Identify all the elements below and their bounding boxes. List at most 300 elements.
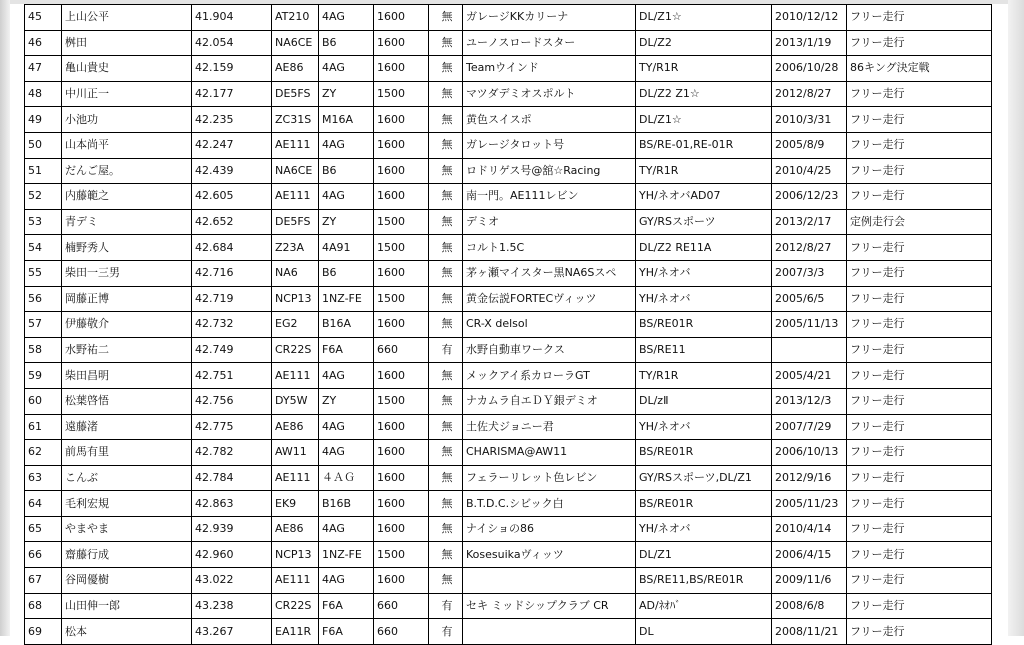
supercharger-cell: 無	[429, 30, 463, 56]
car-model-cell: CR22S	[272, 593, 319, 619]
lap-time-cell: 42.605	[192, 184, 272, 210]
date-cell: 2013/1/19	[772, 30, 847, 56]
displacement-cell: 1600	[374, 132, 429, 158]
date-cell: 2005/8/9	[772, 132, 847, 158]
engine-cell: M16A	[319, 107, 374, 133]
displacement-cell: 660	[374, 337, 429, 363]
session-cell: フリー走行	[847, 363, 992, 389]
lap-time-cell: 42.177	[192, 81, 272, 107]
rank-cell: 66	[25, 542, 62, 568]
lap-time-cell: 43.267	[192, 619, 272, 645]
date-cell: 2010/3/31	[772, 107, 847, 133]
lap-time-cell: 42.247	[192, 132, 272, 158]
session-cell: フリー走行	[847, 619, 992, 645]
engine-cell: 4AG	[319, 132, 374, 158]
car-model-cell: NCP13	[272, 286, 319, 312]
tire-cell: YH/ネオバAD07	[636, 184, 772, 210]
driver-name-cell: 松本	[62, 619, 192, 645]
lap-time-cell: 42.751	[192, 363, 272, 389]
session-cell: フリー走行	[847, 260, 992, 286]
table-row	[25, 491, 992, 517]
session-cell: フリー走行	[847, 5, 992, 31]
car-team-cell: B.T.D.C.シビック白	[463, 491, 636, 517]
rank-cell: 64	[25, 491, 62, 517]
car-model-cell: ZC31S	[272, 107, 319, 133]
displacement-cell: 660	[374, 593, 429, 619]
date-cell: 2009/11/6	[772, 568, 847, 594]
supercharger-cell: 無	[429, 81, 463, 107]
engine-cell: 4AG	[319, 363, 374, 389]
car-model-cell: NA6CE	[272, 158, 319, 184]
supercharger-cell: 無	[429, 542, 463, 568]
car-team-cell: 水野自動車ワークス	[463, 337, 636, 363]
driver-name-cell: 亀山貴史	[62, 56, 192, 82]
car-team-cell: ガレージKKカリーナ	[463, 5, 636, 31]
lap-time-cell: 42.960	[192, 542, 272, 568]
tire-cell: AD/ﾈｵﾊﾞ	[636, 593, 772, 619]
displacement-cell: 1600	[374, 516, 429, 542]
tire-cell: YH/ネオバ	[636, 516, 772, 542]
engine-cell: F6A	[319, 593, 374, 619]
driver-name-cell: やまやま	[62, 516, 192, 542]
rank-cell: 59	[25, 363, 62, 389]
page-right-shadow	[1008, 0, 1024, 636]
driver-name-cell: 柴田昌明	[62, 363, 192, 389]
date-cell: 2012/8/27	[772, 235, 847, 261]
supercharger-cell: 無	[429, 440, 463, 466]
engine-cell: 4A91	[319, 235, 374, 261]
car-model-cell: AE86	[272, 56, 319, 82]
date-cell: 2006/10/13	[772, 440, 847, 466]
car-team-cell: マツダデミオスポルト	[463, 81, 636, 107]
engine-cell: 4AG	[319, 56, 374, 82]
supercharger-cell: 有	[429, 593, 463, 619]
table-row	[25, 516, 992, 542]
session-cell: フリー走行	[847, 440, 992, 466]
tire-cell: BS/RE-01,RE-01R	[636, 132, 772, 158]
date-cell: 2006/10/28	[772, 56, 847, 82]
rank-cell: 60	[25, 388, 62, 414]
date-cell: 2005/11/23	[772, 491, 847, 517]
date-cell: 2010/12/12	[772, 5, 847, 31]
table-row	[25, 312, 992, 338]
car-model-cell: AE86	[272, 414, 319, 440]
lap-time-ranking-table	[24, 4, 992, 645]
supercharger-cell: 有	[429, 619, 463, 645]
session-cell: フリー走行	[847, 158, 992, 184]
driver-name-cell: 山本尚平	[62, 132, 192, 158]
rank-cell: 61	[25, 414, 62, 440]
supercharger-cell: 無	[429, 158, 463, 184]
supercharger-cell: 無	[429, 414, 463, 440]
driver-name-cell: 松葉啓悟	[62, 388, 192, 414]
table-row	[25, 184, 992, 210]
tire-cell: DL	[636, 619, 772, 645]
session-cell: フリー走行	[847, 30, 992, 56]
rank-cell: 53	[25, 209, 62, 235]
session-cell: フリー走行	[847, 516, 992, 542]
car-team-cell: ロドリゲス号@舘☆Racing	[463, 158, 636, 184]
table-row	[25, 209, 992, 235]
supercharger-cell: 無	[429, 363, 463, 389]
session-cell: フリー走行	[847, 81, 992, 107]
session-cell: フリー走行	[847, 491, 992, 517]
supercharger-cell: 無	[429, 209, 463, 235]
supercharger-cell: 無	[429, 107, 463, 133]
engine-cell: ZY	[319, 81, 374, 107]
displacement-cell: 1600	[374, 363, 429, 389]
lap-time-cell: 42.863	[192, 491, 272, 517]
lap-time-cell: 42.716	[192, 260, 272, 286]
driver-name-cell: 山田伸一郎	[62, 593, 192, 619]
lap-time-cell: 42.439	[192, 158, 272, 184]
tire-cell: BS/RE01R	[636, 491, 772, 517]
lap-time-cell: 42.719	[192, 286, 272, 312]
car-model-cell: EA11R	[272, 619, 319, 645]
tire-cell: BS/RE11	[636, 337, 772, 363]
session-cell: フリー走行	[847, 107, 992, 133]
table-row	[25, 132, 992, 158]
displacement-cell: 1500	[374, 542, 429, 568]
car-team-cell: セキ ミッドシップクラブ CR	[463, 593, 636, 619]
engine-cell: ４ＡＧ	[319, 465, 374, 491]
table-row	[25, 414, 992, 440]
rank-cell: 67	[25, 568, 62, 594]
lap-time-cell: 42.159	[192, 56, 272, 82]
supercharger-cell: 無	[429, 184, 463, 210]
driver-name-cell: 中川正一	[62, 81, 192, 107]
car-model-cell: AE111	[272, 132, 319, 158]
table-row	[25, 388, 992, 414]
supercharger-cell: 無	[429, 260, 463, 286]
car-model-cell: EK9	[272, 491, 319, 517]
tire-cell: BS/RE11,BS/RE01R	[636, 568, 772, 594]
engine-cell: 1NZ-FE	[319, 286, 374, 312]
rank-cell: 48	[25, 81, 62, 107]
car-team-cell: CHARISMA@AW11	[463, 440, 636, 466]
session-cell: フリー走行	[847, 465, 992, 491]
engine-cell: ZY	[319, 209, 374, 235]
engine-cell: 1NZ-FE	[319, 542, 374, 568]
date-cell: 2008/6/8	[772, 593, 847, 619]
tire-cell: BS/RE01R	[636, 312, 772, 338]
driver-name-cell: だんご屋。	[62, 158, 192, 184]
supercharger-cell: 無	[429, 235, 463, 261]
date-cell: 2005/4/21	[772, 363, 847, 389]
date-cell: 2013/2/17	[772, 209, 847, 235]
engine-cell: 4AG	[319, 568, 374, 594]
displacement-cell: 1600	[374, 107, 429, 133]
supercharger-cell: 無	[429, 132, 463, 158]
table-row	[25, 465, 992, 491]
car-team-cell: 南一門。AE111レビン	[463, 184, 636, 210]
lap-time-cell: 42.684	[192, 235, 272, 261]
driver-name-cell: こんぶ	[62, 465, 192, 491]
tire-cell: DL/zⅡ	[636, 388, 772, 414]
tire-cell: DL/Z2 Z1☆	[636, 81, 772, 107]
session-cell: フリー走行	[847, 286, 992, 312]
car-team-cell: メックアイ系カローラGT	[463, 363, 636, 389]
tire-cell: YH/ネオバ	[636, 414, 772, 440]
car-team-cell: ナイショの86	[463, 516, 636, 542]
supercharger-cell: 無	[429, 312, 463, 338]
tire-cell: YH/ネオバ	[636, 260, 772, 286]
car-team-cell: ガレージタロット号	[463, 132, 636, 158]
car-team-cell: Teamウインド	[463, 56, 636, 82]
session-cell: 定例走行会	[847, 209, 992, 235]
engine-cell: B6	[319, 30, 374, 56]
car-model-cell: DY5W	[272, 388, 319, 414]
table-row	[25, 81, 992, 107]
lap-time-cell: 42.756	[192, 388, 272, 414]
driver-name-cell: 谷岡優樹	[62, 568, 192, 594]
engine-cell: 4AG	[319, 184, 374, 210]
displacement-cell: 1600	[374, 414, 429, 440]
date-cell: 2012/9/16	[772, 465, 847, 491]
table-row	[25, 235, 992, 261]
table-row	[25, 363, 992, 389]
displacement-cell: 1500	[374, 388, 429, 414]
driver-name-cell: 柴田一三男	[62, 260, 192, 286]
displacement-cell: 1600	[374, 260, 429, 286]
rank-cell: 57	[25, 312, 62, 338]
supercharger-cell: 無	[429, 56, 463, 82]
supercharger-cell: 無	[429, 388, 463, 414]
car-team-cell	[463, 619, 636, 645]
session-cell: フリー走行	[847, 542, 992, 568]
tire-cell: BS/RE01R	[636, 440, 772, 466]
engine-cell: 4AG	[319, 414, 374, 440]
rank-cell: 50	[25, 132, 62, 158]
driver-name-cell: 前馬有里	[62, 440, 192, 466]
engine-cell: B16A	[319, 312, 374, 338]
date-cell: 2006/4/15	[772, 542, 847, 568]
car-model-cell: CR22S	[272, 337, 319, 363]
tire-cell: GY/RSスポーツ,DL/Z1	[636, 465, 772, 491]
car-model-cell: AE111	[272, 568, 319, 594]
engine-cell: 4AG	[319, 516, 374, 542]
table-row	[25, 440, 992, 466]
table-row	[25, 260, 992, 286]
lap-time-cell: 42.054	[192, 30, 272, 56]
driver-name-cell: 伊藤敬介	[62, 312, 192, 338]
lap-time-cell: 42.939	[192, 516, 272, 542]
table-row	[25, 337, 992, 363]
date-cell: 2007/7/29	[772, 414, 847, 440]
tire-cell: DL/Z2 RE11A	[636, 235, 772, 261]
displacement-cell: 1600	[374, 30, 429, 56]
supercharger-cell: 無	[429, 465, 463, 491]
date-cell	[772, 337, 847, 363]
rank-cell: 65	[25, 516, 62, 542]
lap-time-cell: 41.904	[192, 5, 272, 31]
driver-name-cell: 上山公平	[62, 5, 192, 31]
supercharger-cell: 無	[429, 516, 463, 542]
supercharger-cell: 無	[429, 5, 463, 31]
driver-name-cell: 桝田	[62, 30, 192, 56]
table-row	[25, 30, 992, 56]
driver-name-cell: 毛利宏規	[62, 491, 192, 517]
lap-time-cell: 42.732	[192, 312, 272, 338]
rank-cell: 52	[25, 184, 62, 210]
lap-time-cell: 42.749	[192, 337, 272, 363]
rank-cell: 69	[25, 619, 62, 645]
supercharger-cell: 無	[429, 286, 463, 312]
rank-cell: 51	[25, 158, 62, 184]
car-team-cell: 黄金伝説FORTECヴィッツ	[463, 286, 636, 312]
engine-cell: F6A	[319, 337, 374, 363]
rank-cell: 55	[25, 260, 62, 286]
date-cell: 2012/8/27	[772, 81, 847, 107]
tire-cell: TY/R1R	[636, 363, 772, 389]
car-model-cell: NA6	[272, 260, 319, 286]
rank-cell: 45	[25, 5, 62, 31]
tire-cell: TY/R1R	[636, 158, 772, 184]
rank-cell: 54	[25, 235, 62, 261]
displacement-cell: 660	[374, 619, 429, 645]
driver-name-cell: 青デミ	[62, 209, 192, 235]
driver-name-cell: 水野祐二	[62, 337, 192, 363]
displacement-cell: 1600	[374, 158, 429, 184]
engine-cell: B6	[319, 260, 374, 286]
car-model-cell: EG2	[272, 312, 319, 338]
engine-cell: ZY	[319, 388, 374, 414]
engine-cell: B6	[319, 158, 374, 184]
session-cell: フリー走行	[847, 593, 992, 619]
car-team-cell	[463, 568, 636, 594]
rank-cell: 68	[25, 593, 62, 619]
lap-time-cell: 42.652	[192, 209, 272, 235]
tire-cell: DL/Z1	[636, 542, 772, 568]
date-cell: 2006/12/23	[772, 184, 847, 210]
lap-time-cell: 43.238	[192, 593, 272, 619]
date-cell: 2010/4/25	[772, 158, 847, 184]
session-cell: 86キング決定戦	[847, 56, 992, 82]
car-team-cell: コルト1.5C	[463, 235, 636, 261]
car-model-cell: NA6CE	[272, 30, 319, 56]
car-model-cell: AW11	[272, 440, 319, 466]
car-model-cell: DE5FS	[272, 81, 319, 107]
displacement-cell: 1600	[374, 465, 429, 491]
table-row	[25, 56, 992, 82]
car-team-cell: ナカムラ自エＤＹ銀デミオ	[463, 388, 636, 414]
table-row	[25, 158, 992, 184]
supercharger-cell: 有	[429, 337, 463, 363]
car-model-cell: AE111	[272, 465, 319, 491]
date-cell: 2005/11/13	[772, 312, 847, 338]
driver-name-cell: 小池功	[62, 107, 192, 133]
date-cell: 2007/3/3	[772, 260, 847, 286]
table-row	[25, 5, 992, 31]
displacement-cell: 1500	[374, 286, 429, 312]
engine-cell: 4AG	[319, 440, 374, 466]
car-model-cell: DE5FS	[272, 209, 319, 235]
rank-cell: 46	[25, 30, 62, 56]
session-cell: フリー走行	[847, 414, 992, 440]
lap-time-cell: 43.022	[192, 568, 272, 594]
session-cell: フリー走行	[847, 132, 992, 158]
displacement-cell: 1600	[374, 568, 429, 594]
date-cell: 2013/12/3	[772, 388, 847, 414]
displacement-cell: 1500	[374, 209, 429, 235]
engine-cell: B16B	[319, 491, 374, 517]
tire-cell: TY/R1R	[636, 56, 772, 82]
lap-time-cell: 42.782	[192, 440, 272, 466]
car-model-cell: AE111	[272, 363, 319, 389]
car-model-cell: AT210	[272, 5, 319, 31]
supercharger-cell: 無	[429, 568, 463, 594]
session-cell: フリー走行	[847, 337, 992, 363]
table-row	[25, 568, 992, 594]
table-row	[25, 542, 992, 568]
car-model-cell: NCP13	[272, 542, 319, 568]
session-cell: フリー走行	[847, 184, 992, 210]
displacement-cell: 1600	[374, 5, 429, 31]
tire-cell: DL/Z2	[636, 30, 772, 56]
driver-name-cell: 内藤範之	[62, 184, 192, 210]
displacement-cell: 1600	[374, 440, 429, 466]
lap-time-cell: 42.235	[192, 107, 272, 133]
session-cell: フリー走行	[847, 235, 992, 261]
table-body	[25, 5, 992, 645]
supercharger-cell: 無	[429, 491, 463, 517]
rank-cell: 49	[25, 107, 62, 133]
car-team-cell: CR-X delsol	[463, 312, 636, 338]
tire-cell: DL/Z1☆	[636, 5, 772, 31]
table-row	[25, 286, 992, 312]
displacement-cell: 1600	[374, 56, 429, 82]
driver-name-cell: 齋藤行成	[62, 542, 192, 568]
rank-cell: 47	[25, 56, 62, 82]
driver-name-cell: 遠藤渚	[62, 414, 192, 440]
date-cell: 2008/11/21	[772, 619, 847, 645]
displacement-cell: 1500	[374, 81, 429, 107]
session-cell: フリー走行	[847, 388, 992, 414]
session-cell: フリー走行	[847, 568, 992, 594]
displacement-cell: 1600	[374, 312, 429, 338]
car-model-cell: AE111	[272, 184, 319, 210]
engine-cell: F6A	[319, 619, 374, 645]
rank-cell: 62	[25, 440, 62, 466]
car-model-cell: Z23A	[272, 235, 319, 261]
table-row	[25, 619, 992, 645]
car-team-cell: Kosesuikaヴィッツ	[463, 542, 636, 568]
car-team-cell: ユーノスロードスター	[463, 30, 636, 56]
car-team-cell: 茅ヶ瀬マイスター黒NA6Sスペ	[463, 260, 636, 286]
rank-cell: 63	[25, 465, 62, 491]
page-left-shadow	[0, 0, 10, 636]
table-row	[25, 593, 992, 619]
displacement-cell: 1600	[374, 491, 429, 517]
displacement-cell: 1600	[374, 184, 429, 210]
date-cell: 2010/4/14	[772, 516, 847, 542]
table-row	[25, 107, 992, 133]
car-team-cell: フェラーリレット色レビン	[463, 465, 636, 491]
car-team-cell: デミオ	[463, 209, 636, 235]
car-team-cell: 黄色スイスポ	[463, 107, 636, 133]
rank-cell: 56	[25, 286, 62, 312]
engine-cell: 4AG	[319, 5, 374, 31]
car-model-cell: AE86	[272, 516, 319, 542]
tire-cell: YH/ネオバ	[636, 286, 772, 312]
lap-time-cell: 42.784	[192, 465, 272, 491]
lap-time-cell: 42.775	[192, 414, 272, 440]
tire-cell: DL/Z1☆	[636, 107, 772, 133]
displacement-cell: 1500	[374, 235, 429, 261]
car-team-cell: 土佐犬ジョニー君	[463, 414, 636, 440]
session-cell: フリー走行	[847, 312, 992, 338]
date-cell: 2005/6/5	[772, 286, 847, 312]
